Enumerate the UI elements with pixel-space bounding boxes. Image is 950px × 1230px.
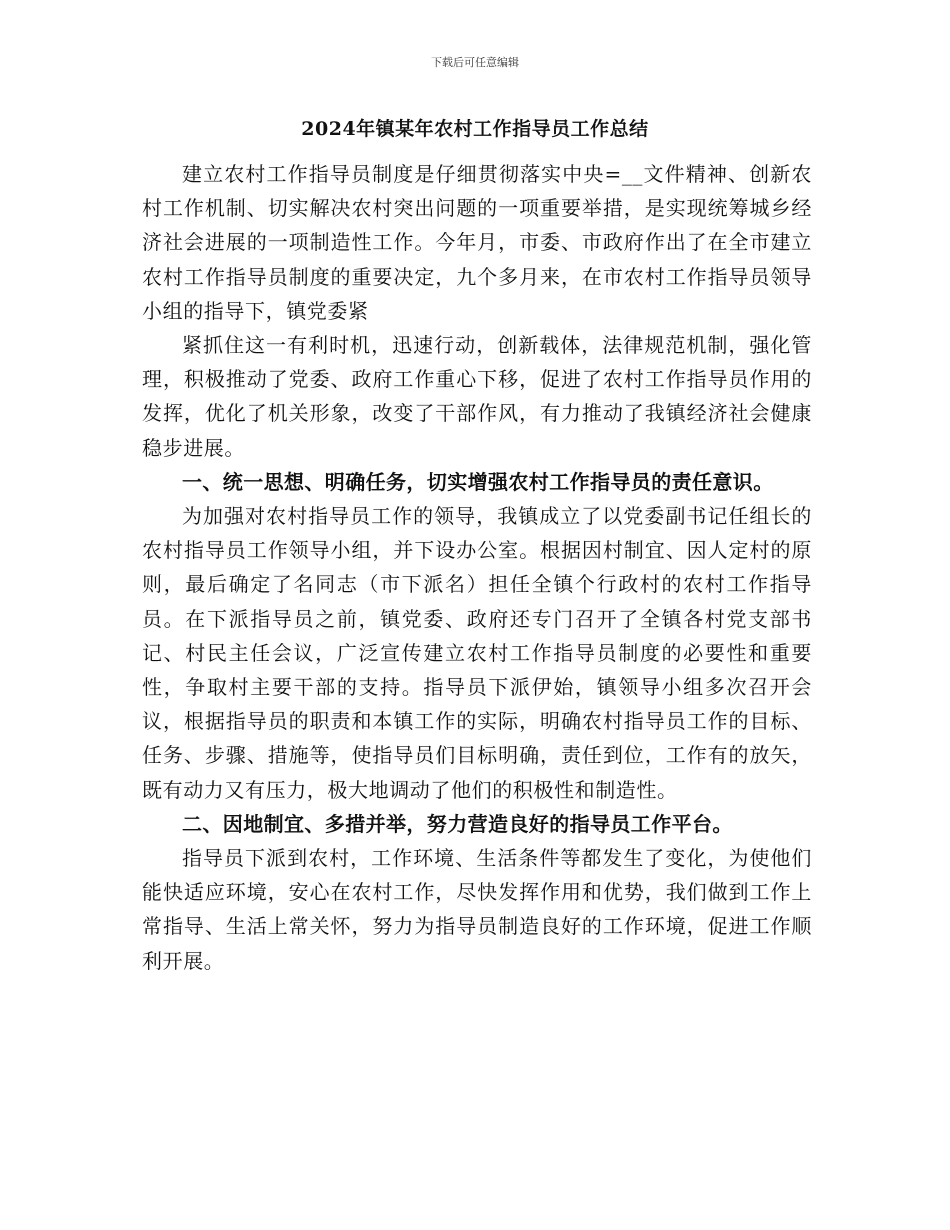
header-note: 下载后可任意编辑 <box>431 56 519 69</box>
body-paragraph: 为加强对农村指导员工作的领导，我镇成立了以党委副书记任组长的农村指导员工作领导小组，并下设办公室。根据因村制宜、因人定村的原则，最后确定了名同志（市下派名）担任全镇个行政村的农村工作指导员。在下派指导员之前，镇党委、政府还专门召开了全镇各村党支部书记、村民主任会议，广泛宣传建立农村工作指导员制度的必要性和重要性，争取村主要干部的支持。指导员下派伊始，镇领导小组多次召开会议，根据指导员的职责和本镇工作的实际，明确农村指导员工作的目标、任务、步骤、措施等，使指导员们目标明确，责任到位，工作有的放矢，既有动力又有压力，极大地调动了他们的积极性和制造性。 <box>142 504 812 802</box>
section-heading: 一、统一思想、明确任务，切实增强农村工作指导员的责任意识。 <box>182 469 774 494</box>
document-title: 2024年镇某年农村工作指导员工作总结 <box>301 118 649 140</box>
body-paragraph: 建立农村工作指导员制度是仔细贯彻落实中央=__文件精神、创新农村工作机制、切实解决农村突出问题的一项重要举措，是实现统筹城乡经济社会进展的一项制造性工作。今年月，市委、市政府作出了在全市建立农村工作指导员制度的重要决定，九个多月来，在市农村工作指导员领导小组的指导下，镇党委紧 <box>142 162 812 323</box>
body-paragraph: 紧抓住这一有利时机，迅速行动，创新载体，法律规范机制，强化管理，积极推动了党委、政府工作重心下移，促进了农村工作指导员作用的发挥，优化了机关形象，改变了干部作风，有力推动了我镇经济社会健康稳步进展。 <box>142 333 812 460</box>
document-body <box>142 157 812 978</box>
section-heading: 二、因地制宜、多措并举，努力营造良好的指导员工作平台。 <box>182 811 733 836</box>
body-paragraph: 指导员下派到农村，工作环境、生活条件等都发生了变化，为使他们能快适应环境，安心在农村工作，尽快发挥作用和优势，我们做到工作上常指导、生活上常关怀，努力为指导员制造良好的工作环境，促进工作顺利开展。 <box>142 846 812 973</box>
